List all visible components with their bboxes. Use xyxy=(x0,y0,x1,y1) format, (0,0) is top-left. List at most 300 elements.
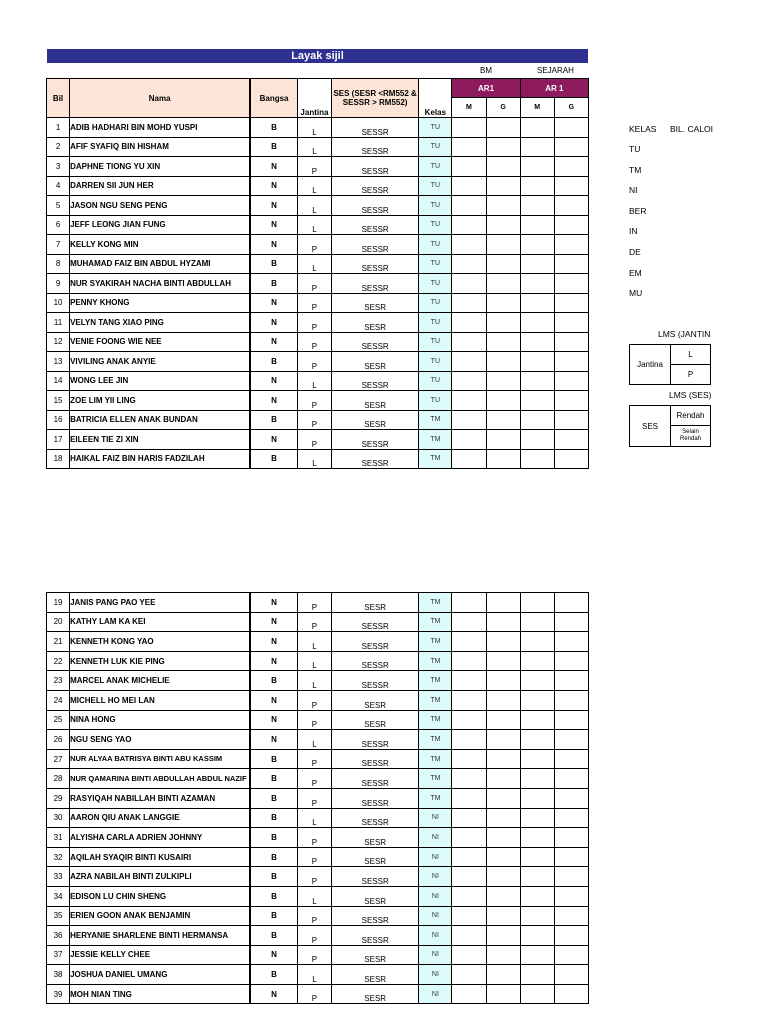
row-kelas[interactable]: TM xyxy=(419,769,452,789)
row-bm-m[interactable] xyxy=(452,293,486,313)
row-bil[interactable]: 19 xyxy=(47,593,70,613)
row-bangsa[interactable]: N xyxy=(250,612,297,632)
row-sej-g[interactable] xyxy=(554,926,588,946)
row-sej-g[interactable] xyxy=(554,632,588,652)
row-nama[interactable]: DAPHNE TIONG YU XIN xyxy=(70,157,251,177)
row-ses[interactable]: SESSR xyxy=(332,632,419,652)
row-sej-g[interactable] xyxy=(554,215,588,235)
row-bm-g[interactable] xyxy=(486,945,520,965)
row-sej-m[interactable] xyxy=(520,926,554,946)
row-ses[interactable]: SESR xyxy=(332,984,419,1004)
row-sej-g[interactable] xyxy=(554,196,588,216)
row-bm-g[interactable] xyxy=(486,391,520,411)
row-ses[interactable]: SESSR xyxy=(332,612,419,632)
row-sej-m[interactable] xyxy=(520,391,554,411)
row-sej-g[interactable] xyxy=(554,410,588,430)
row-sej-m[interactable] xyxy=(520,352,554,372)
row-bangsa[interactable]: B xyxy=(250,926,297,946)
row-nama[interactable]: MICHELL HO MEI LAN xyxy=(70,690,251,710)
row-sej-m[interactable] xyxy=(520,886,554,906)
row-bil[interactable]: 14 xyxy=(47,371,70,391)
row-bangsa[interactable]: B xyxy=(250,671,297,691)
row-bangsa[interactable]: B xyxy=(250,449,297,469)
row-kelas[interactable]: TU xyxy=(419,176,452,196)
row-bm-g[interactable] xyxy=(486,235,520,255)
row-sej-m[interactable] xyxy=(520,118,554,138)
row-jantina[interactable]: P xyxy=(297,906,331,926)
row-jantina[interactable]: P xyxy=(297,867,331,887)
row-sej-g[interactable] xyxy=(554,293,588,313)
row-ses[interactable]: SESSR xyxy=(331,371,418,391)
row-jantina[interactable]: P xyxy=(297,391,331,411)
row-bm-g[interactable] xyxy=(486,593,520,613)
row-bil[interactable]: 13 xyxy=(47,352,70,372)
row-bm-m[interactable] xyxy=(452,352,486,372)
row-bil[interactable]: 18 xyxy=(47,449,70,469)
row-ses[interactable]: SESSR xyxy=(332,769,419,789)
row-nama[interactable]: DARREN SII JUN HER xyxy=(70,176,251,196)
row-bm-m[interactable] xyxy=(452,215,486,235)
row-nama[interactable]: KENNETH LUK KIE PING xyxy=(70,651,251,671)
row-bm-g[interactable] xyxy=(486,430,520,450)
row-bil[interactable]: 31 xyxy=(47,828,70,848)
row-sej-m[interactable] xyxy=(520,730,554,750)
row-kelas[interactable]: NI xyxy=(419,926,452,946)
row-sej-g[interactable] xyxy=(554,984,588,1004)
row-ses[interactable]: SESR xyxy=(332,690,419,710)
row-ses[interactable]: SESSR xyxy=(331,430,418,450)
row-nama[interactable]: KATHY LAM KA KEI xyxy=(70,612,251,632)
row-sej-g[interactable] xyxy=(554,313,588,333)
row-sej-g[interactable] xyxy=(554,906,588,926)
row-ses[interactable]: SESSR xyxy=(331,235,418,255)
row-bangsa[interactable]: N xyxy=(250,371,297,391)
row-bil[interactable]: 24 xyxy=(47,690,70,710)
row-ses[interactable]: SESSR xyxy=(331,332,418,352)
row-bil[interactable]: 7 xyxy=(47,235,70,255)
row-bangsa[interactable]: N xyxy=(250,632,297,652)
row-bangsa[interactable]: B xyxy=(250,118,297,138)
row-bm-m[interactable] xyxy=(452,391,486,411)
row-ses[interactable]: SESR xyxy=(332,965,419,985)
row-bm-m[interactable] xyxy=(452,808,486,828)
row-nama[interactable]: ALYISHA CARLA ADRIEN JOHNNY xyxy=(70,828,251,848)
row-nama[interactable]: MOH NIAN TING xyxy=(70,984,251,1004)
row-nama[interactable]: VIVILING ANAK ANYIE xyxy=(70,352,251,372)
row-bm-m[interactable] xyxy=(452,690,486,710)
row-jantina[interactable]: L xyxy=(297,808,331,828)
row-bil[interactable]: 28 xyxy=(47,769,70,789)
row-kelas[interactable]: TM xyxy=(419,651,452,671)
row-sej-m[interactable] xyxy=(520,430,554,450)
row-nama[interactable]: EDISON LU CHIN SHENG xyxy=(70,886,251,906)
row-nama[interactable]: NUR SYAKIRAH NACHA BINTI ABDULLAH xyxy=(70,274,251,294)
row-nama[interactable]: JANIS PANG PAO YEE xyxy=(70,593,251,613)
row-bm-m[interactable] xyxy=(452,671,486,691)
row-nama[interactable]: AZRA NABILAH BINTI ZULKIPLI xyxy=(70,867,251,887)
row-bil[interactable]: 3 xyxy=(47,157,70,177)
row-sej-m[interactable] xyxy=(520,235,554,255)
row-sej-m[interactable] xyxy=(520,690,554,710)
row-bm-g[interactable] xyxy=(486,828,520,848)
row-kelas[interactable]: TU xyxy=(419,332,452,352)
row-jantina[interactable]: P xyxy=(297,749,331,769)
row-kelas[interactable]: TU xyxy=(419,371,452,391)
row-bm-g[interactable] xyxy=(486,926,520,946)
row-bm-g[interactable] xyxy=(486,293,520,313)
row-ses[interactable]: SESR xyxy=(332,593,419,613)
row-ses[interactable]: SESSR xyxy=(331,215,418,235)
row-sej-m[interactable] xyxy=(520,769,554,789)
row-kelas[interactable]: TM xyxy=(419,749,452,769)
row-bangsa[interactable]: N xyxy=(250,215,297,235)
row-kelas[interactable]: TM xyxy=(419,730,452,750)
row-bm-m[interactable] xyxy=(452,313,486,333)
row-sej-m[interactable] xyxy=(520,651,554,671)
row-kelas[interactable]: TU xyxy=(419,137,452,157)
row-bangsa[interactable]: B xyxy=(250,788,297,808)
row-sej-g[interactable] xyxy=(554,449,588,469)
row-ses[interactable]: SESSR xyxy=(331,118,418,138)
row-nama[interactable]: JASON NGU SENG PENG xyxy=(70,196,251,216)
row-bm-m[interactable] xyxy=(452,965,486,985)
row-bangsa[interactable]: B xyxy=(250,906,297,926)
row-ses[interactable]: SESSR xyxy=(332,730,419,750)
row-sej-m[interactable] xyxy=(520,788,554,808)
row-bangsa[interactable]: B xyxy=(250,749,297,769)
row-bil[interactable]: 36 xyxy=(47,926,70,946)
row-sej-g[interactable] xyxy=(554,332,588,352)
row-jantina[interactable]: L xyxy=(297,671,331,691)
row-bm-m[interactable] xyxy=(452,984,486,1004)
row-bil[interactable]: 26 xyxy=(47,730,70,750)
row-jantina[interactable]: P xyxy=(297,945,331,965)
row-bangsa[interactable]: N xyxy=(250,293,297,313)
row-bangsa[interactable]: B xyxy=(250,769,297,789)
row-bil[interactable]: 12 xyxy=(47,332,70,352)
row-bm-m[interactable] xyxy=(452,867,486,887)
row-nama[interactable]: HAIKAL FAIZ BIN HARIS FADZILAH xyxy=(70,449,251,469)
row-sej-g[interactable] xyxy=(554,886,588,906)
row-nama[interactable]: AQILAH SYAQIR BINTI KUSAIRI xyxy=(70,847,251,867)
row-bm-g[interactable] xyxy=(486,651,520,671)
row-bm-m[interactable] xyxy=(452,730,486,750)
row-jantina[interactable]: L xyxy=(297,651,331,671)
row-bil[interactable]: 22 xyxy=(47,651,70,671)
row-nama[interactable]: AARON QIU ANAK LANGGIE xyxy=(70,808,251,828)
row-nama[interactable]: NUR QAMARINA BINTI ABDULLAH ABDUL NAZIF xyxy=(70,769,251,789)
row-bangsa[interactable]: N xyxy=(250,176,297,196)
row-bm-g[interactable] xyxy=(486,352,520,372)
row-bangsa[interactable]: N xyxy=(250,690,297,710)
row-bil[interactable]: 35 xyxy=(47,906,70,926)
row-sej-m[interactable] xyxy=(520,449,554,469)
row-ses[interactable]: SESSR xyxy=(331,137,418,157)
row-bm-m[interactable] xyxy=(452,157,486,177)
row-bangsa[interactable]: N xyxy=(250,945,297,965)
row-nama[interactable]: MARCEL ANAK MICHELIE xyxy=(70,671,251,691)
row-sej-m[interactable] xyxy=(520,808,554,828)
row-bm-m[interactable] xyxy=(452,410,486,430)
row-jantina[interactable]: P xyxy=(297,352,331,372)
row-sej-g[interactable] xyxy=(554,235,588,255)
row-bm-g[interactable] xyxy=(486,847,520,867)
row-nama[interactable]: AFIF SYAFIQ BIN HISHAM xyxy=(70,137,251,157)
row-bm-m[interactable] xyxy=(452,632,486,652)
row-nama[interactable]: JESSIE KELLY CHEE xyxy=(70,945,251,965)
row-sej-m[interactable] xyxy=(520,410,554,430)
row-bangsa[interactable]: N xyxy=(250,984,297,1004)
row-sej-m[interactable] xyxy=(520,176,554,196)
row-sej-m[interactable] xyxy=(520,157,554,177)
row-bm-m[interactable] xyxy=(452,749,486,769)
row-bm-g[interactable] xyxy=(486,808,520,828)
row-ses[interactable]: SESSR xyxy=(332,788,419,808)
row-ses[interactable]: SESSR xyxy=(332,906,419,926)
row-jantina[interactable]: P xyxy=(297,430,331,450)
row-sej-m[interactable] xyxy=(520,945,554,965)
row-ses[interactable]: SESR xyxy=(331,391,418,411)
row-sej-g[interactable] xyxy=(554,730,588,750)
row-kelas[interactable]: TM xyxy=(419,410,452,430)
row-jantina[interactable]: L xyxy=(297,254,331,274)
row-sej-m[interactable] xyxy=(520,906,554,926)
row-bm-g[interactable] xyxy=(486,196,520,216)
row-bil[interactable]: 11 xyxy=(47,313,70,333)
row-ses[interactable]: SESSR xyxy=(331,196,418,216)
row-nama[interactable]: RASYIQAH NABILLAH BINTI AZAMAN xyxy=(70,788,251,808)
row-bm-g[interactable] xyxy=(486,215,520,235)
row-kelas[interactable]: TU xyxy=(419,235,452,255)
row-bil[interactable]: 10 xyxy=(47,293,70,313)
row-kelas[interactable]: TU xyxy=(419,352,452,372)
row-jantina[interactable]: L xyxy=(297,886,331,906)
row-nama[interactable]: WONG LEE JIN xyxy=(70,371,251,391)
row-kelas[interactable]: TU xyxy=(419,274,452,294)
row-bm-g[interactable] xyxy=(486,906,520,926)
row-jantina[interactable]: P xyxy=(297,293,331,313)
row-bm-m[interactable] xyxy=(452,651,486,671)
row-kelas[interactable]: TM xyxy=(419,430,452,450)
row-sej-m[interactable] xyxy=(520,867,554,887)
row-kelas[interactable]: TM xyxy=(419,449,452,469)
row-bil[interactable]: 9 xyxy=(47,274,70,294)
row-bangsa[interactable]: N xyxy=(250,651,297,671)
row-bm-m[interactable] xyxy=(452,886,486,906)
row-sej-g[interactable] xyxy=(554,254,588,274)
row-kelas[interactable]: NI xyxy=(419,828,452,848)
row-bm-g[interactable] xyxy=(486,612,520,632)
row-ses[interactable]: SESR xyxy=(331,313,418,333)
row-bm-g[interactable] xyxy=(486,157,520,177)
row-bm-m[interactable] xyxy=(452,449,486,469)
row-sej-g[interactable] xyxy=(554,749,588,769)
row-ses[interactable]: SESSR xyxy=(332,671,419,691)
row-bm-g[interactable] xyxy=(486,749,520,769)
row-kelas[interactable]: TU xyxy=(419,118,452,138)
row-jantina[interactable]: P xyxy=(297,710,331,730)
row-nama[interactable]: NINA HONG xyxy=(70,710,251,730)
row-bangsa[interactable]: N xyxy=(250,430,297,450)
row-bil[interactable]: 34 xyxy=(47,886,70,906)
row-bm-m[interactable] xyxy=(452,828,486,848)
row-sej-m[interactable] xyxy=(520,828,554,848)
row-bm-m[interactable] xyxy=(452,118,486,138)
row-jantina[interactable]: L xyxy=(297,176,331,196)
row-sej-m[interactable] xyxy=(520,749,554,769)
row-bil[interactable]: 21 xyxy=(47,632,70,652)
row-bm-m[interactable] xyxy=(452,710,486,730)
row-sej-g[interactable] xyxy=(554,965,588,985)
row-nama[interactable]: JEFF LEONG JIAN FUNG xyxy=(70,215,251,235)
row-bangsa[interactable]: N xyxy=(250,593,297,613)
row-bm-m[interactable] xyxy=(452,430,486,450)
row-kelas[interactable]: TM xyxy=(419,710,452,730)
row-nama[interactable]: KENNETH KONG YAO xyxy=(70,632,251,652)
row-kelas[interactable]: NI xyxy=(419,867,452,887)
row-bil[interactable]: 32 xyxy=(47,847,70,867)
row-bm-m[interactable] xyxy=(452,926,486,946)
row-kelas[interactable]: TU xyxy=(419,254,452,274)
row-bil[interactable]: 6 xyxy=(47,215,70,235)
row-kelas[interactable]: NI xyxy=(419,906,452,926)
row-bil[interactable]: 33 xyxy=(47,867,70,887)
row-bm-g[interactable] xyxy=(486,867,520,887)
row-bm-m[interactable] xyxy=(452,254,486,274)
row-sej-g[interactable] xyxy=(554,847,588,867)
row-bangsa[interactable]: B xyxy=(250,352,297,372)
row-bangsa[interactable]: B xyxy=(250,137,297,157)
row-bm-m[interactable] xyxy=(452,332,486,352)
row-bm-g[interactable] xyxy=(486,274,520,294)
row-jantina[interactable]: P xyxy=(297,690,331,710)
row-bm-g[interactable] xyxy=(486,176,520,196)
row-jantina[interactable]: L xyxy=(297,137,331,157)
row-bm-g[interactable] xyxy=(486,710,520,730)
row-bangsa[interactable]: N xyxy=(250,196,297,216)
row-bangsa[interactable]: B xyxy=(250,274,297,294)
row-bangsa[interactable]: B xyxy=(250,847,297,867)
row-nama[interactable]: ZOE LIM YII LING xyxy=(70,391,251,411)
row-bm-g[interactable] xyxy=(486,410,520,430)
row-jantina[interactable]: L xyxy=(297,632,331,652)
row-bangsa[interactable]: N xyxy=(250,332,297,352)
row-bil[interactable]: 30 xyxy=(47,808,70,828)
row-ses[interactable]: SESR xyxy=(332,886,419,906)
row-jantina[interactable]: P xyxy=(297,593,331,613)
row-bil[interactable]: 39 xyxy=(47,984,70,1004)
row-sej-g[interactable] xyxy=(554,788,588,808)
row-bangsa[interactable]: B xyxy=(250,886,297,906)
row-sej-g[interactable] xyxy=(554,371,588,391)
row-bm-m[interactable] xyxy=(452,788,486,808)
row-bangsa[interactable]: B xyxy=(250,867,297,887)
row-sej-m[interactable] xyxy=(520,371,554,391)
row-sej-m[interactable] xyxy=(520,274,554,294)
row-bil[interactable]: 27 xyxy=(47,749,70,769)
row-kelas[interactable]: TM xyxy=(419,612,452,632)
row-ses[interactable]: SESR xyxy=(331,352,418,372)
row-jantina[interactable]: P xyxy=(297,984,331,1004)
row-bm-m[interactable] xyxy=(452,847,486,867)
row-ses[interactable]: SESSR xyxy=(331,157,418,177)
row-jantina[interactable]: L xyxy=(297,118,331,138)
row-bm-m[interactable] xyxy=(452,274,486,294)
row-bil[interactable]: 5 xyxy=(47,196,70,216)
row-bangsa[interactable]: N xyxy=(250,730,297,750)
row-bm-g[interactable] xyxy=(486,730,520,750)
row-kelas[interactable]: NI xyxy=(419,984,452,1004)
row-jantina[interactable]: L xyxy=(297,215,331,235)
row-kelas[interactable]: TM xyxy=(419,690,452,710)
row-bil[interactable]: 4 xyxy=(47,176,70,196)
row-bm-g[interactable] xyxy=(486,965,520,985)
row-bil[interactable]: 29 xyxy=(47,788,70,808)
row-kelas[interactable]: NI xyxy=(419,808,452,828)
row-kelas[interactable]: TM xyxy=(419,632,452,652)
row-bil[interactable]: 17 xyxy=(47,430,70,450)
row-kelas[interactable]: TU xyxy=(419,391,452,411)
row-ses[interactable]: SESSR xyxy=(332,867,419,887)
row-bangsa[interactable]: N xyxy=(250,391,297,411)
row-bm-g[interactable] xyxy=(486,788,520,808)
row-bm-g[interactable] xyxy=(486,690,520,710)
row-nama[interactable]: HERYANIE SHARLENE BINTI HERMANSA xyxy=(70,926,251,946)
row-sej-g[interactable] xyxy=(554,710,588,730)
row-bil[interactable]: 38 xyxy=(47,965,70,985)
row-sej-g[interactable] xyxy=(554,945,588,965)
row-ses[interactable]: SESSR xyxy=(332,749,419,769)
row-bm-g[interactable] xyxy=(486,254,520,274)
row-sej-m[interactable] xyxy=(520,612,554,632)
row-sej-m[interactable] xyxy=(520,671,554,691)
row-bil[interactable]: 37 xyxy=(47,945,70,965)
row-sej-g[interactable] xyxy=(554,828,588,848)
row-bm-m[interactable] xyxy=(452,906,486,926)
row-jantina[interactable]: P xyxy=(297,235,331,255)
row-ses[interactable]: SESSR xyxy=(332,926,419,946)
row-bil[interactable]: 16 xyxy=(47,410,70,430)
row-ses[interactable]: SESSR xyxy=(332,651,419,671)
row-kelas[interactable]: NI xyxy=(419,965,452,985)
row-kelas[interactable]: TU xyxy=(419,215,452,235)
row-bm-g[interactable] xyxy=(486,632,520,652)
row-sej-m[interactable] xyxy=(520,984,554,1004)
row-bm-m[interactable] xyxy=(452,235,486,255)
row-bil[interactable]: 20 xyxy=(47,612,70,632)
row-ses[interactable]: SESSR xyxy=(331,449,418,469)
row-nama[interactable]: ERIEN GOON ANAK BENJAMIN xyxy=(70,906,251,926)
row-bm-m[interactable] xyxy=(452,196,486,216)
row-sej-m[interactable] xyxy=(520,593,554,613)
row-jantina[interactable]: L xyxy=(297,730,331,750)
row-nama[interactable]: KELLY KONG MIN xyxy=(70,235,251,255)
row-bm-g[interactable] xyxy=(486,118,520,138)
row-nama[interactable]: EILEEN TIE ZI XIN xyxy=(70,430,251,450)
row-bm-g[interactable] xyxy=(486,671,520,691)
row-bm-m[interactable] xyxy=(452,593,486,613)
row-sej-g[interactable] xyxy=(554,176,588,196)
row-sej-m[interactable] xyxy=(520,710,554,730)
row-sej-m[interactable] xyxy=(520,313,554,333)
row-kelas[interactable]: NI xyxy=(419,945,452,965)
row-jantina[interactable]: P xyxy=(297,313,331,333)
row-nama[interactable]: NGU SENG YAO xyxy=(70,730,251,750)
row-sej-g[interactable] xyxy=(554,671,588,691)
row-kelas[interactable]: TM xyxy=(419,788,452,808)
row-sej-g[interactable] xyxy=(554,867,588,887)
row-jantina[interactable]: L xyxy=(297,371,331,391)
